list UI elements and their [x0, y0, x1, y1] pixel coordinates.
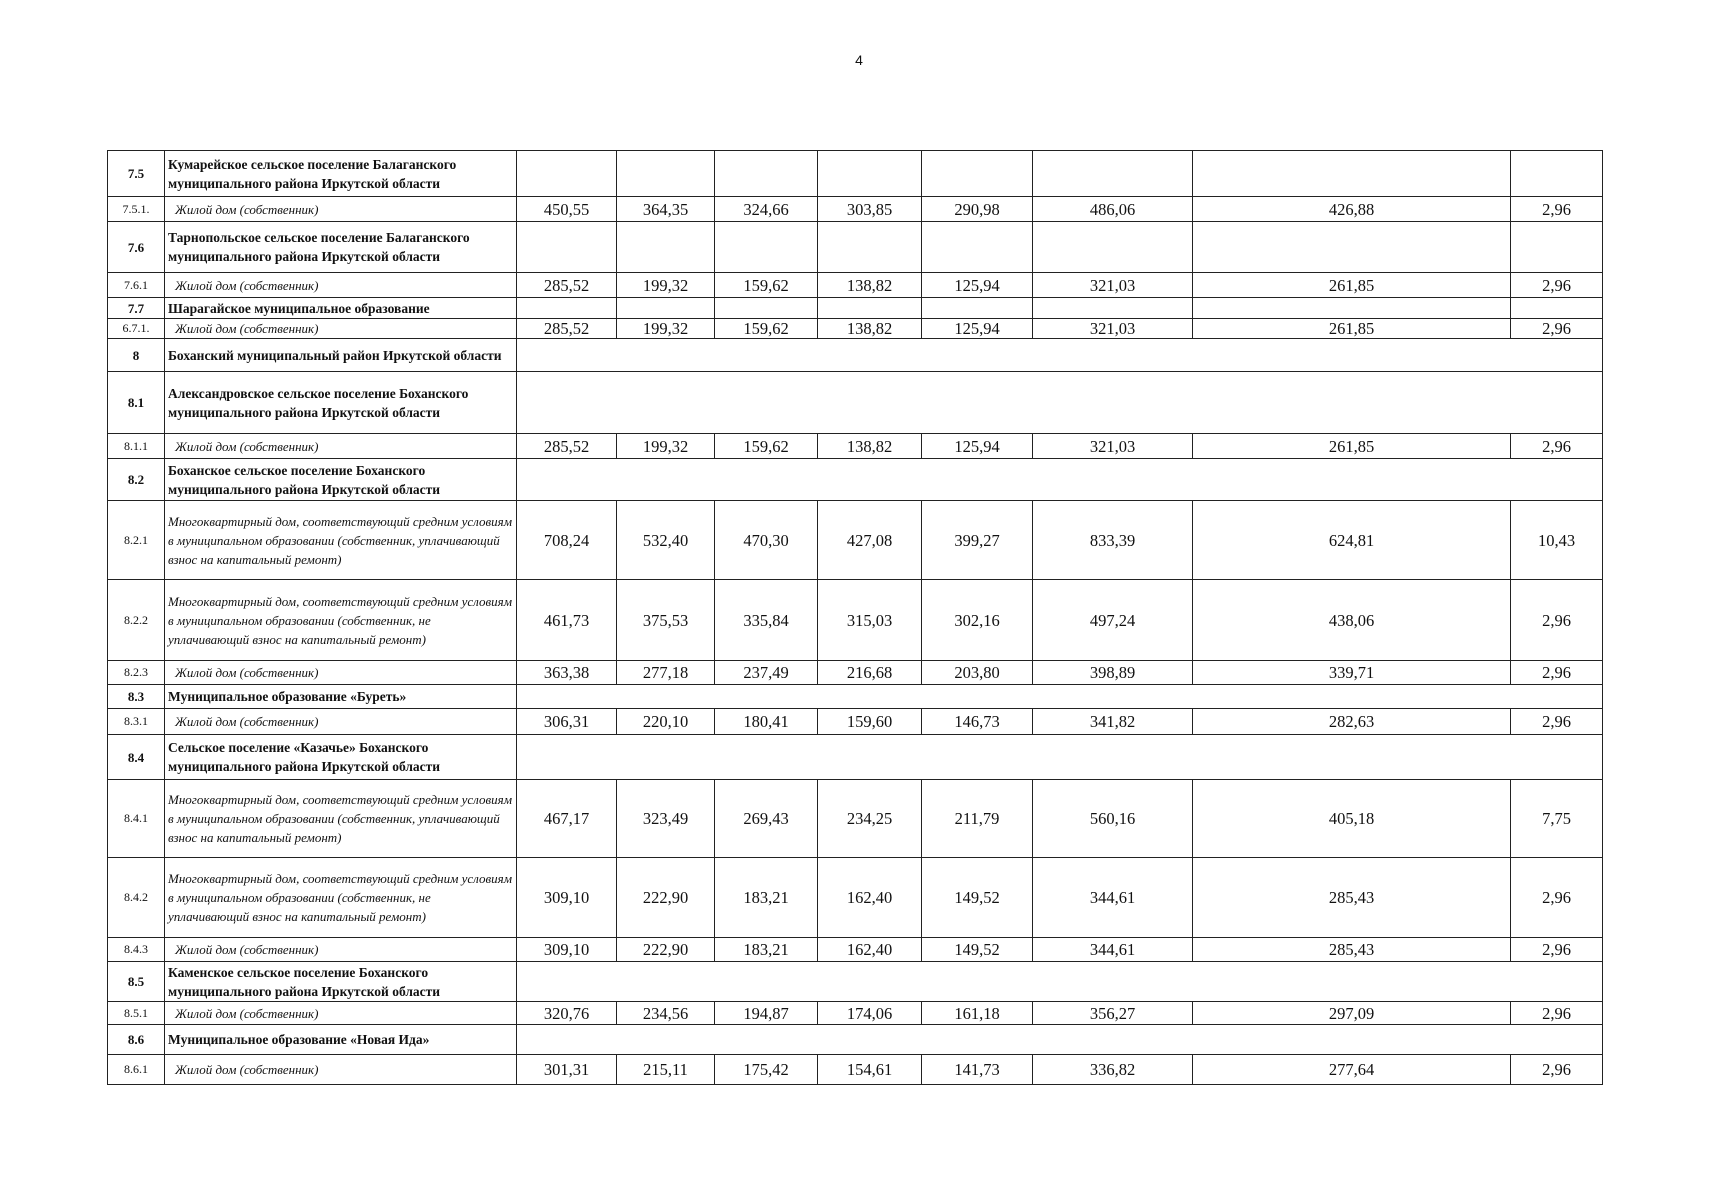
value-cell: 461,73 [517, 580, 617, 661]
value-cell: 560,16 [1033, 780, 1193, 858]
blank-cell [922, 222, 1033, 273]
section-number: 7.7 [108, 298, 165, 319]
value-cell: 486,06 [1033, 197, 1193, 222]
value-cell: 290,98 [922, 197, 1033, 222]
blank-merged-cell [517, 962, 1603, 1002]
value-cell: 162,40 [818, 938, 922, 962]
housing-type: Жилой дом (собственник) [165, 434, 517, 459]
table-row [108, 501, 1603, 580]
value-cell: 215,11 [617, 1055, 715, 1085]
blank-merged-cell [517, 1025, 1603, 1055]
value-cell: 2,96 [1511, 1055, 1603, 1085]
section-row [108, 1025, 1603, 1055]
blank-cell [715, 151, 818, 197]
blank-merged-cell [517, 459, 1603, 501]
value-cell: 149,52 [922, 938, 1033, 962]
blank-cell [922, 151, 1033, 197]
value-cell: 2,96 [1511, 273, 1603, 298]
blank-cell [1033, 222, 1193, 273]
value-cell: 234,56 [617, 1002, 715, 1025]
value-cell: 222,90 [617, 858, 715, 938]
row-number: 8.4.2 [108, 858, 165, 938]
table-row [108, 580, 1603, 661]
value-cell: 344,61 [1033, 938, 1193, 962]
tariff-table [107, 150, 1603, 1085]
value-cell: 159,62 [715, 273, 818, 298]
value-cell: 125,94 [922, 273, 1033, 298]
row-number: 8.2.2 [108, 580, 165, 661]
value-cell: 199,32 [617, 273, 715, 298]
blank-merged-cell [517, 735, 1603, 780]
table-row [108, 709, 1603, 735]
value-cell: 154,61 [818, 1055, 922, 1085]
value-cell: 2,96 [1511, 197, 1603, 222]
section-title: Тарнопольское сельское поселение Балаганского муниципального района Иркутской области [165, 222, 517, 273]
value-cell: 363,38 [517, 661, 617, 685]
value-cell: 321,03 [1033, 273, 1193, 298]
value-cell: 2,96 [1511, 319, 1603, 339]
value-cell: 285,52 [517, 434, 617, 459]
value-cell: 159,62 [715, 319, 818, 339]
value-cell: 309,10 [517, 858, 617, 938]
value-cell: 405,18 [1193, 780, 1511, 858]
value-cell: 138,82 [818, 319, 922, 339]
table-body [108, 151, 1603, 1085]
row-number: 7.5.1. [108, 197, 165, 222]
value-cell: 467,17 [517, 780, 617, 858]
section-title: Кумарейское сельское поселение Балаганского муниципального района Иркутской области [165, 151, 517, 197]
blank-cell [1193, 298, 1511, 319]
value-cell: 336,82 [1033, 1055, 1193, 1085]
page-number: 4 [855, 52, 863, 68]
blank-cell [1511, 298, 1603, 319]
section-row [108, 298, 1603, 319]
value-cell: 10,43 [1511, 501, 1603, 580]
value-cell: 277,18 [617, 661, 715, 685]
value-cell: 261,85 [1193, 434, 1511, 459]
value-cell: 624,81 [1193, 501, 1511, 580]
section-row [108, 459, 1603, 501]
value-cell: 375,53 [617, 580, 715, 661]
value-cell: 833,39 [1033, 501, 1193, 580]
value-cell: 162,40 [818, 858, 922, 938]
blank-cell [617, 151, 715, 197]
row-number: 8.3.1 [108, 709, 165, 735]
blank-cell [1511, 222, 1603, 273]
section-row [108, 151, 1603, 197]
value-cell: 180,41 [715, 709, 818, 735]
table-row [108, 273, 1603, 298]
blank-cell [715, 298, 818, 319]
section-number: 8 [108, 339, 165, 372]
value-cell: 302,16 [922, 580, 1033, 661]
value-cell: 159,62 [715, 434, 818, 459]
value-cell: 220,10 [617, 709, 715, 735]
blank-cell [715, 222, 818, 273]
housing-type: Жилой дом (собственник) [165, 197, 517, 222]
value-cell: 532,40 [617, 501, 715, 580]
row-number: 7.6.1 [108, 273, 165, 298]
blank-cell [517, 298, 617, 319]
blank-cell [517, 222, 617, 273]
value-cell: 222,90 [617, 938, 715, 962]
value-cell: 282,63 [1193, 709, 1511, 735]
table-row [108, 319, 1603, 339]
value-cell: 175,42 [715, 1055, 818, 1085]
housing-type: Многоквартирный дом, соответствующий средним условиям в муниципальном образовании (собственник, уплачивающий взнос на капитальный ремонт) [165, 780, 517, 858]
value-cell: 234,25 [818, 780, 922, 858]
value-cell: 261,85 [1193, 273, 1511, 298]
table-row [108, 1002, 1603, 1025]
section-title: Шарагайское муниципальное образование [165, 298, 517, 319]
section-row [108, 339, 1603, 372]
value-cell: 708,24 [517, 501, 617, 580]
value-cell: 438,06 [1193, 580, 1511, 661]
value-cell: 146,73 [922, 709, 1033, 735]
value-cell: 2,96 [1511, 434, 1603, 459]
section-title: Боханский муниципальный район Иркутской области [165, 339, 517, 372]
blank-cell [1193, 151, 1511, 197]
section-row [108, 685, 1603, 709]
value-cell: 2,96 [1511, 580, 1603, 661]
value-cell: 138,82 [818, 434, 922, 459]
blank-cell [1033, 151, 1193, 197]
section-row [108, 735, 1603, 780]
row-number: 8.4.1 [108, 780, 165, 858]
blank-cell [818, 298, 922, 319]
housing-type: Жилой дом (собственник) [165, 1002, 517, 1025]
value-cell: 2,96 [1511, 858, 1603, 938]
section-number: 8.5 [108, 962, 165, 1002]
value-cell: 237,49 [715, 661, 818, 685]
value-cell: 335,84 [715, 580, 818, 661]
section-row [108, 962, 1603, 1002]
blank-cell [617, 298, 715, 319]
value-cell: 356,27 [1033, 1002, 1193, 1025]
blank-cell [617, 222, 715, 273]
table-row [108, 1055, 1603, 1085]
table-row [108, 661, 1603, 685]
value-cell: 203,80 [922, 661, 1033, 685]
value-cell: 321,03 [1033, 434, 1193, 459]
value-cell: 315,03 [818, 580, 922, 661]
value-cell: 398,89 [1033, 661, 1193, 685]
value-cell: 303,85 [818, 197, 922, 222]
value-cell: 341,82 [1033, 709, 1193, 735]
value-cell: 285,52 [517, 273, 617, 298]
value-cell: 159,60 [818, 709, 922, 735]
value-cell: 321,03 [1033, 319, 1193, 339]
value-cell: 183,21 [715, 938, 818, 962]
value-cell: 269,43 [715, 780, 818, 858]
blank-cell [1193, 222, 1511, 273]
value-cell: 199,32 [617, 434, 715, 459]
section-title: Александровское сельское поселение Боханского муниципального района Иркутской области [165, 372, 517, 434]
table-row [108, 938, 1603, 962]
value-cell: 497,24 [1033, 580, 1193, 661]
value-cell: 324,66 [715, 197, 818, 222]
table-row [108, 780, 1603, 858]
value-cell: 306,31 [517, 709, 617, 735]
value-cell: 194,87 [715, 1002, 818, 1025]
blank-cell [517, 151, 617, 197]
housing-type: Жилой дом (собственник) [165, 1055, 517, 1085]
housing-type: Жилой дом (собственник) [165, 661, 517, 685]
housing-type: Жилой дом (собственник) [165, 319, 517, 339]
table-row [108, 197, 1603, 222]
value-cell: 450,55 [517, 197, 617, 222]
value-cell: 470,30 [715, 501, 818, 580]
value-cell: 2,96 [1511, 661, 1603, 685]
value-cell: 427,08 [818, 501, 922, 580]
housing-type: Жилой дом (собственник) [165, 709, 517, 735]
value-cell: 7,75 [1511, 780, 1603, 858]
value-cell: 285,43 [1193, 938, 1511, 962]
value-cell: 297,09 [1193, 1002, 1511, 1025]
value-cell: 309,10 [517, 938, 617, 962]
row-number: 8.6.1 [108, 1055, 165, 1085]
section-row [108, 372, 1603, 434]
section-title: Сельское поселение «Казачье» Боханского муниципального района Иркутской области [165, 735, 517, 780]
section-number: 7.6 [108, 222, 165, 273]
blank-cell [818, 151, 922, 197]
blank-merged-cell [517, 339, 1603, 372]
value-cell: 174,06 [818, 1002, 922, 1025]
section-number: 8.3 [108, 685, 165, 709]
row-number: 8.5.1 [108, 1002, 165, 1025]
table-row [108, 434, 1603, 459]
value-cell: 216,68 [818, 661, 922, 685]
row-number: 8.1.1 [108, 434, 165, 459]
value-cell: 199,32 [617, 319, 715, 339]
table-row [108, 858, 1603, 938]
value-cell: 2,96 [1511, 938, 1603, 962]
blank-cell [922, 298, 1033, 319]
row-number: 8.4.3 [108, 938, 165, 962]
blank-merged-cell [517, 372, 1603, 434]
blank-cell [818, 222, 922, 273]
value-cell: 323,49 [617, 780, 715, 858]
housing-type: Многоквартирный дом, соответствующий средним условиям в муниципальном образовании (собственник, не уплачивающий взнос на капитальный ремонт) [165, 580, 517, 661]
value-cell: 141,73 [922, 1055, 1033, 1085]
value-cell: 426,88 [1193, 197, 1511, 222]
value-cell: 399,27 [922, 501, 1033, 580]
section-number: 8.4 [108, 735, 165, 780]
section-title: Каменское сельское поселение Боханского муниципального района Иркутской области [165, 962, 517, 1002]
value-cell: 285,43 [1193, 858, 1511, 938]
value-cell: 211,79 [922, 780, 1033, 858]
row-number: 8.2.3 [108, 661, 165, 685]
section-title: Муниципальное образование «Буреть» [165, 685, 517, 709]
value-cell: 138,82 [818, 273, 922, 298]
blank-cell [1511, 151, 1603, 197]
housing-type: Жилой дом (собственник) [165, 938, 517, 962]
section-title: Боханское сельское поселение Боханского муниципального района Иркутской области [165, 459, 517, 501]
housing-type: Многоквартирный дом, соответствующий средним условиям в муниципальном образовании (собственник, уплачивающий взнос на капитальный ремонт) [165, 501, 517, 580]
value-cell: 277,64 [1193, 1055, 1511, 1085]
value-cell: 161,18 [922, 1002, 1033, 1025]
blank-merged-cell [517, 685, 1603, 709]
value-cell: 125,94 [922, 319, 1033, 339]
value-cell: 149,52 [922, 858, 1033, 938]
value-cell: 339,71 [1193, 661, 1511, 685]
section-title: Муниципальное образование «Новая Ида» [165, 1025, 517, 1055]
section-number: 8.2 [108, 459, 165, 501]
section-number: 7.5 [108, 151, 165, 197]
value-cell: 301,31 [517, 1055, 617, 1085]
blank-cell [1033, 298, 1193, 319]
value-cell: 364,35 [617, 197, 715, 222]
value-cell: 125,94 [922, 434, 1033, 459]
section-number: 8.6 [108, 1025, 165, 1055]
value-cell: 285,52 [517, 319, 617, 339]
value-cell: 2,96 [1511, 709, 1603, 735]
section-number: 8.1 [108, 372, 165, 434]
value-cell: 344,61 [1033, 858, 1193, 938]
value-cell: 183,21 [715, 858, 818, 938]
value-cell: 320,76 [517, 1002, 617, 1025]
value-cell: 261,85 [1193, 319, 1511, 339]
housing-type: Многоквартирный дом, соответствующий средним условиям в муниципальном образовании (собственник, не уплачивающий взнос на капитальный ремонт) [165, 858, 517, 938]
value-cell: 2,96 [1511, 1002, 1603, 1025]
row-number: 8.2.1 [108, 501, 165, 580]
row-number: 6.7.1. [108, 319, 165, 339]
housing-type: Жилой дом (собственник) [165, 273, 517, 298]
section-row [108, 222, 1603, 273]
